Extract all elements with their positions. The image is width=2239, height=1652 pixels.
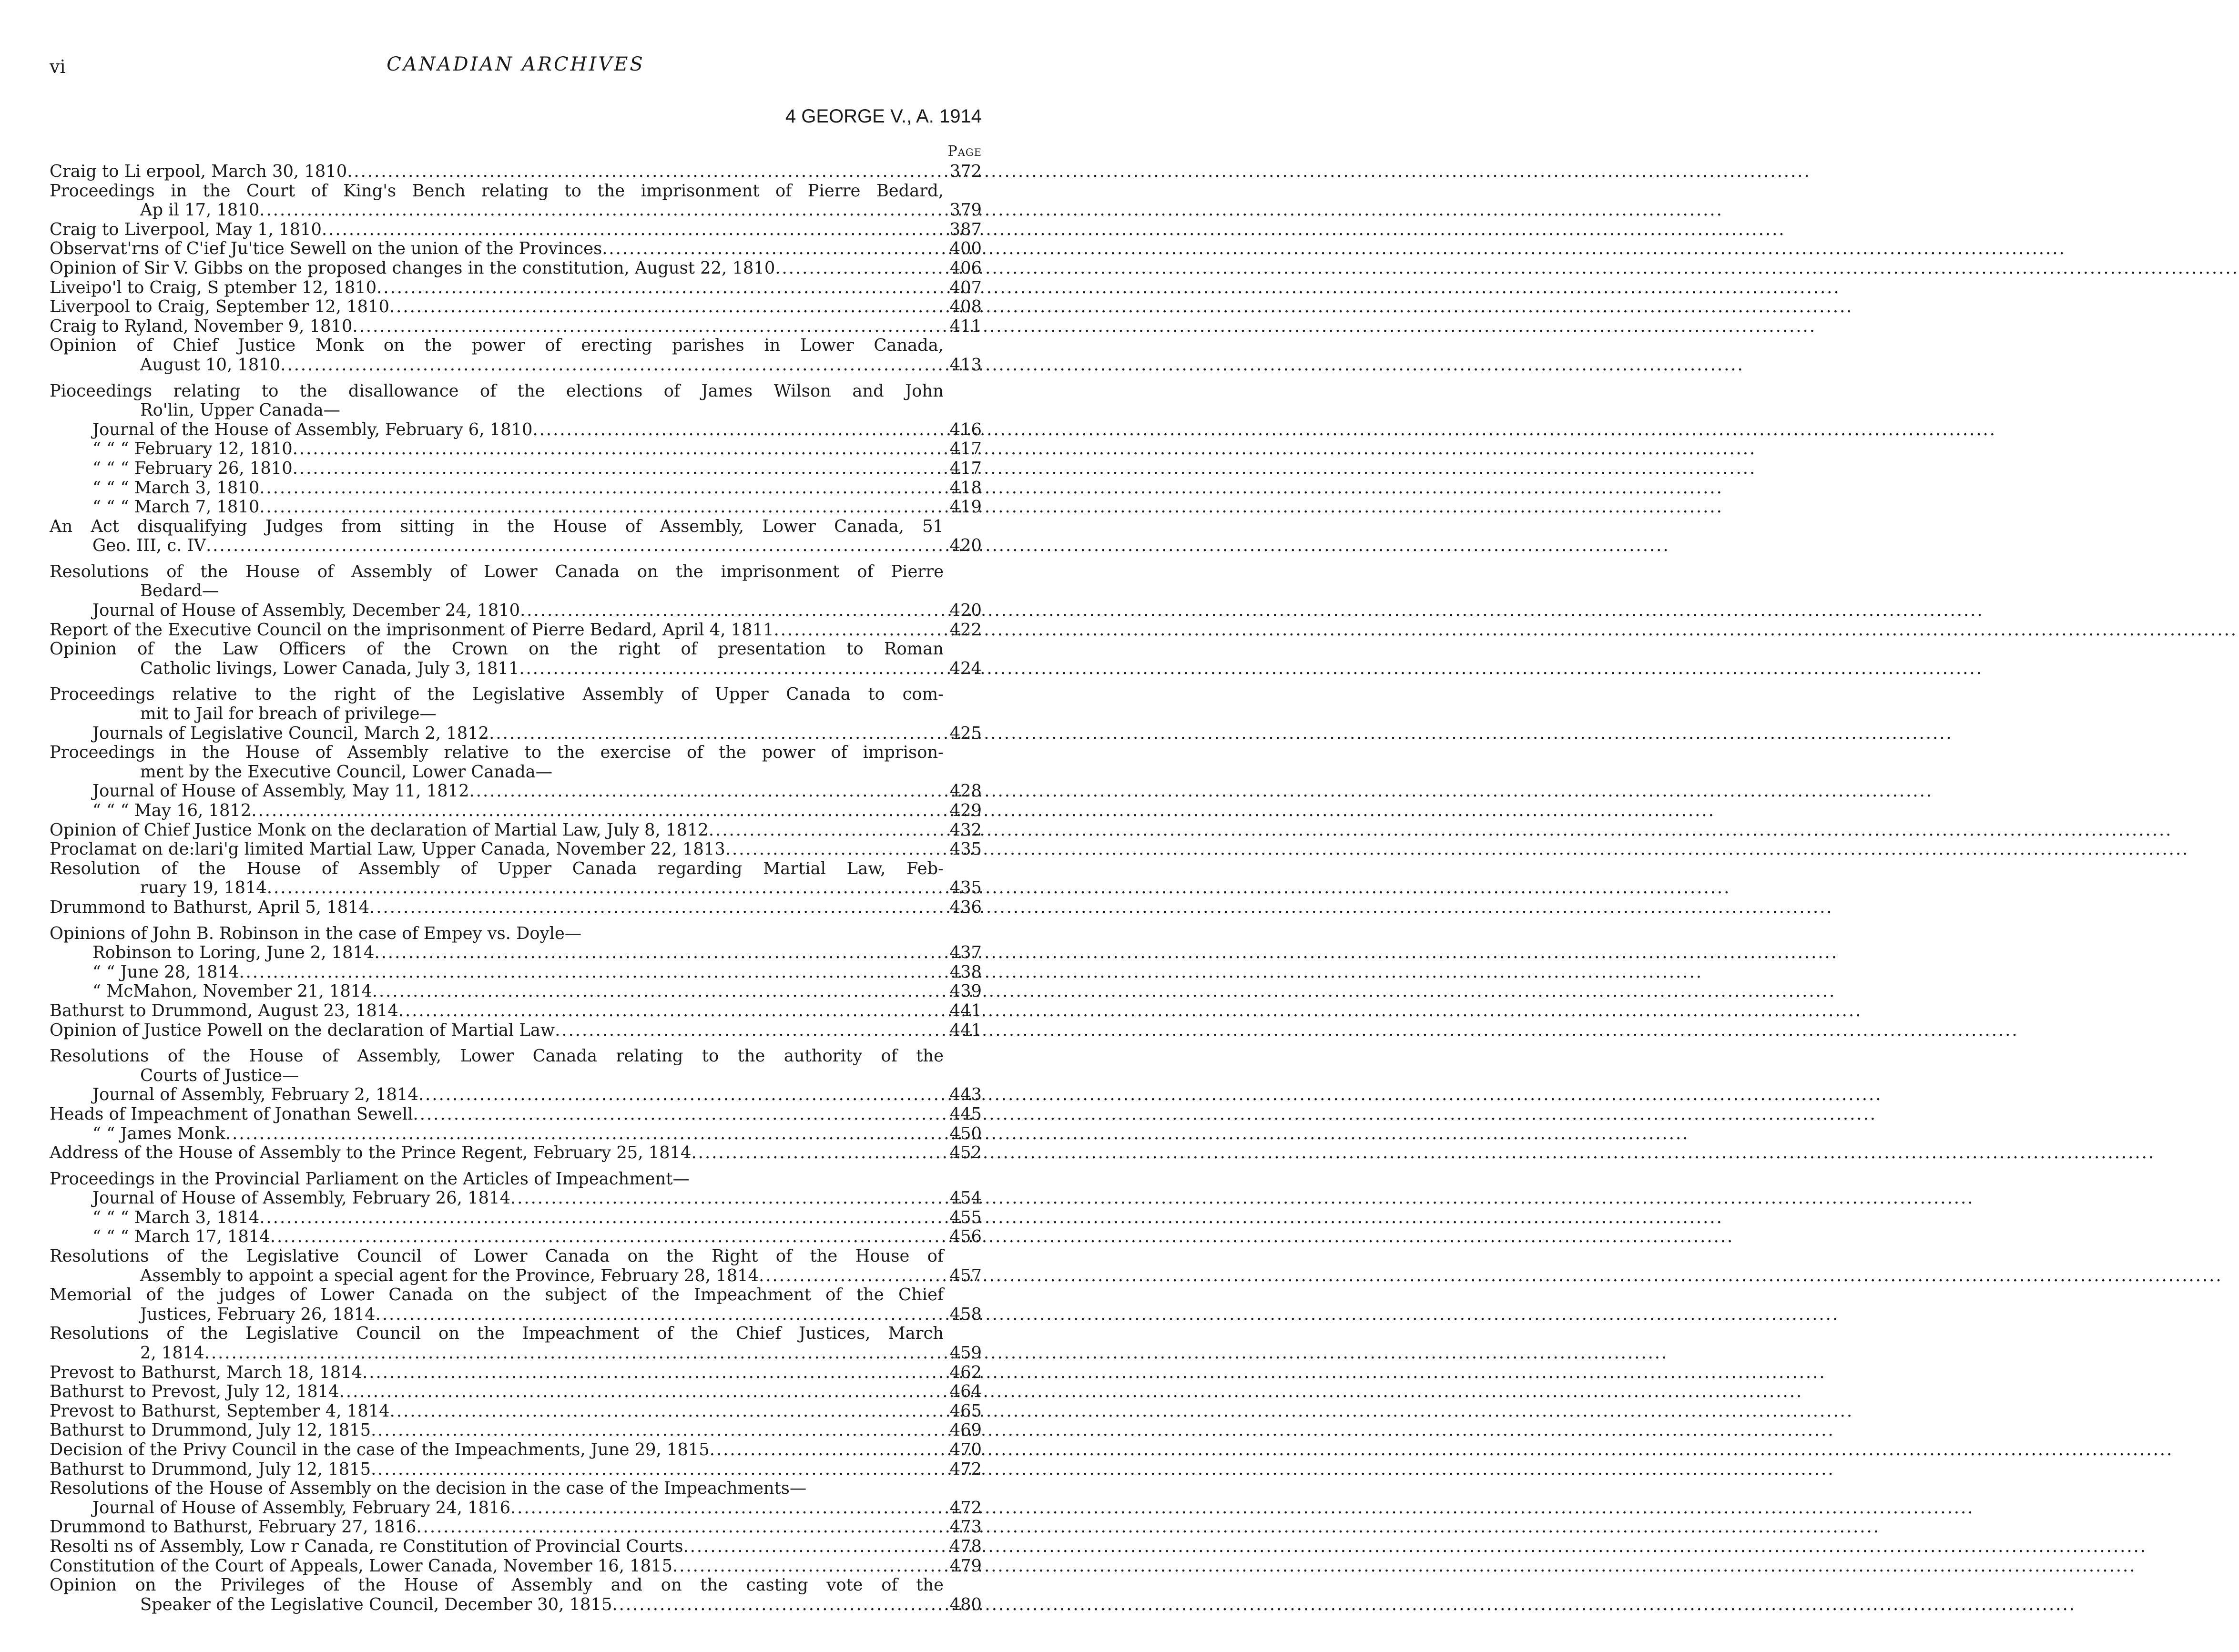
toc-entry — [50, 821, 982, 840]
toc-entry — [50, 1124, 982, 1144]
toc-line — [50, 963, 982, 982]
toc-line — [50, 1557, 982, 1576]
toc-entry-title: “ “ “ May 16, 1812 — [92, 801, 252, 820]
toc-line — [50, 259, 982, 278]
leader-dots — [371, 1421, 944, 1440]
toc-entry — [50, 382, 982, 517]
leader-dots — [259, 1208, 944, 1228]
toc-page-number: 473 — [949, 1517, 982, 1537]
toc-entry — [50, 278, 982, 298]
leader-dots — [270, 1227, 944, 1247]
toc-line — [50, 401, 982, 420]
toc-line — [50, 182, 982, 201]
toc-entry-title: mit to Jail for breach of privilege— — [140, 704, 437, 724]
toc-entry — [50, 1537, 982, 1557]
leader-dots — [469, 782, 944, 801]
toc-page-number: 443 — [949, 1085, 982, 1105]
toc-entry-title: “ “ James Monk — [92, 1123, 225, 1143]
toc-entry-title: Courts of Justice— — [140, 1065, 299, 1085]
toc-entry — [50, 1460, 982, 1479]
toc-entry-title: Pioceedings relating to the disallowance of the elections of James Wilson and John — [50, 381, 944, 401]
leader-dots — [709, 821, 944, 840]
toc-page-number: 435 — [949, 878, 982, 898]
session-label: 4 GEORGE V., A. 1914 — [785, 106, 982, 127]
toc-line — [50, 704, 982, 724]
toc-line — [50, 1047, 982, 1066]
toc-entry-title: Heads of Impeachment of Jonathan Sewell — [50, 1104, 413, 1124]
toc-entry — [50, 297, 982, 317]
leader-dots — [725, 840, 944, 859]
toc-line — [50, 420, 982, 440]
leader-dots — [510, 1499, 944, 1518]
toc-line — [50, 621, 982, 640]
toc-entry-title: Craig to Ryland, November 9, 1810 — [50, 316, 353, 336]
toc-line — [50, 1266, 982, 1286]
toc-entry — [50, 1479, 982, 1518]
toc-entry-title: Catholic livings, Lower Canada, July 3, 1811 — [140, 658, 519, 678]
toc-page-number: 441 — [949, 1020, 982, 1040]
toc-line — [50, 1001, 982, 1021]
toc-entry-title: “ “ “ March 3, 1814 — [92, 1207, 260, 1227]
toc-entry-title: Observat'rns of C'ief Ju'tice Sewell on the union of the Provinces — [50, 239, 602, 259]
leader-dots — [371, 1460, 944, 1479]
leader-dots — [532, 420, 944, 440]
toc-entry — [50, 220, 982, 240]
toc-entry-title: Journal of House of Assembly, February 24, 1816 — [92, 1498, 510, 1518]
leader-dots — [555, 1021, 944, 1040]
toc-entry-title: Journal of House of Assembly, February 26, 1814 — [92, 1188, 510, 1208]
toc-page-number: 435 — [949, 839, 982, 859]
toc-entry — [50, 1170, 982, 1247]
toc-line — [50, 898, 982, 918]
toc-entry — [50, 562, 982, 621]
toc-line — [50, 1124, 982, 1144]
leader-dots — [251, 801, 944, 821]
leader-dots — [259, 498, 944, 517]
toc-entry — [50, 517, 982, 556]
toc-entry-title: Prevost to Bathurst, September 4, 1814 — [50, 1401, 390, 1421]
toc-entry — [50, 840, 982, 859]
toc-page-number: 454 — [949, 1188, 982, 1208]
toc-line — [50, 640, 982, 659]
toc-page-number: 464 — [949, 1382, 982, 1402]
leader-dots — [759, 1266, 944, 1286]
toc-entry-title: Decision of the Privy Council in the case of the Impeachments, June 29, 1815 — [50, 1440, 710, 1459]
toc-page-number: 408 — [949, 297, 982, 317]
leader-dots — [418, 1085, 944, 1105]
toc-line — [50, 1344, 982, 1363]
toc-line — [50, 517, 982, 537]
toc-line — [50, 821, 982, 840]
toc-line — [50, 382, 982, 401]
toc-entry-title: Proceedings in the Court of King's Bench relating to the imprisonment of Pierre Bedard, — [50, 181, 944, 201]
toc-line — [50, 878, 982, 898]
toc-entry-title: ment by the Executive Council, Lower Canada— — [140, 762, 553, 782]
toc-entry — [50, 317, 982, 337]
toc-entry-title: Craig to Liverpool, May 1, 1810 — [50, 219, 322, 239]
toc-page-number: 479 — [949, 1556, 982, 1576]
toc-entry — [50, 1247, 982, 1285]
toc-entry-title: Resolutions of the House of Assembly of Lower Canada on the imprisonment of Pierre — [50, 561, 944, 581]
toc-entry — [50, 898, 982, 918]
toc-page-number: 452 — [949, 1143, 982, 1163]
toc-page-number: 411 — [949, 316, 982, 336]
leader-dots — [259, 201, 944, 220]
toc-line — [50, 356, 982, 375]
toc-page-number: 441 — [949, 1000, 982, 1020]
toc-entry — [50, 1557, 982, 1576]
toc-entry — [50, 1363, 982, 1383]
toc-entry-title: Journal of the House of Assembly, February 6, 1810 — [92, 419, 533, 439]
leader-dots — [519, 659, 944, 679]
toc-line — [50, 1105, 982, 1124]
toc-entry-title: Opinions of John B. Robinson in the case of Empey vs. Doyle— — [50, 923, 582, 943]
toc-page-number: 462 — [949, 1362, 982, 1382]
toc-line — [50, 782, 982, 801]
toc-entry-title: Bathurst to Prevost, July 12, 1814 — [50, 1382, 339, 1402]
leader-dots — [259, 479, 944, 498]
toc-line — [50, 801, 982, 821]
leader-dots — [322, 220, 944, 240]
toc-page-number: 470 — [949, 1440, 982, 1459]
toc-entry-title: Resolutions of the House of Assembly, Lower Canada relating to the authority of the — [50, 1046, 944, 1066]
toc-entry-title: Bedard— — [140, 581, 219, 601]
toc-entry — [50, 162, 982, 182]
leader-dots — [390, 1402, 944, 1421]
leader-dots — [372, 982, 944, 1001]
leader-dots — [416, 1518, 944, 1537]
page-column-label: Page — [947, 143, 982, 160]
toc-line — [50, 924, 982, 944]
toc-entry — [50, 1143, 982, 1163]
toc-entry — [50, 1382, 982, 1402]
toc-page-number: 480 — [949, 1594, 982, 1614]
toc-entry-title: ruary 19, 1814 — [140, 878, 267, 898]
toc-entry-title: Prevost to Bathurst, March 18, 1814 — [50, 1362, 363, 1382]
document-page — [50, 0, 982, 1652]
toc-entry-title: Speaker of the Legislative Council, December 30, 1815 — [140, 1594, 612, 1614]
toc-line — [50, 1576, 982, 1595]
leader-dots — [683, 1537, 944, 1557]
toc-page-number: 458 — [949, 1304, 982, 1324]
toc-line — [50, 439, 982, 459]
toc-page-number: 457 — [949, 1265, 982, 1285]
toc-line — [50, 1421, 982, 1440]
toc-entry — [50, 685, 982, 743]
toc-line — [50, 1189, 982, 1208]
toc-line — [50, 982, 982, 1001]
toc-line — [50, 536, 982, 556]
toc-page-number: 379 — [949, 200, 982, 220]
toc-entry-title: Journal of Assembly, February 2, 1814 — [92, 1085, 418, 1105]
leader-dots — [672, 1557, 944, 1576]
toc-line — [50, 1324, 982, 1344]
leader-dots — [710, 1440, 944, 1460]
toc-line — [50, 1518, 982, 1537]
toc-entry — [50, 1285, 982, 1324]
toc-entry-title: Bathurst to Drummond, July 12, 1815 — [50, 1420, 371, 1440]
toc-page-number: 478 — [949, 1536, 982, 1556]
toc-entry — [50, 239, 982, 259]
toc-entry-title: Journals of Legislative Council, March 2, 1812 — [92, 723, 489, 743]
toc-entry — [50, 259, 982, 278]
toc-entry-title: Resolutions of the Legislative Council of Lower Canada on the Right of the House of — [50, 1246, 944, 1266]
toc-page-number: 420 — [949, 601, 982, 621]
toc-line — [50, 317, 982, 337]
toc-line — [50, 479, 982, 498]
toc-page-number: 428 — [949, 781, 982, 801]
toc-entry — [50, 1421, 982, 1440]
leader-dots — [369, 898, 944, 918]
toc-entry-title: Proceedings in the House of Assembly relative to the exercise of the power of imprison- — [50, 743, 944, 763]
toc-page-number: 469 — [949, 1420, 982, 1440]
toc-line — [50, 498, 982, 517]
leader-dots — [204, 1344, 944, 1363]
leader-dots — [267, 878, 944, 898]
toc-entry — [50, 182, 982, 220]
toc-entry-title: “ “ “ March 17, 1814 — [92, 1227, 270, 1247]
toc-entry — [50, 1001, 982, 1021]
toc-entry-title: An Act disqualifying Judges from sitting in the House of Assembly, Lower Canada, 51 — [50, 516, 944, 536]
toc-entry-title: Resolution of the House of Assembly of Upper Canada regarding Martial Law, Feb- — [50, 858, 944, 878]
toc-entry-title: Journal of House of Assembly, December 24, 1810 — [92, 601, 520, 621]
toc-entry-title: Bathurst to Drummond, August 23, 1814 — [50, 1000, 398, 1020]
toc-line — [50, 763, 982, 782]
toc-line — [50, 1382, 982, 1402]
toc-entry — [50, 1047, 982, 1105]
toc-entry-title: Resolutions of the Legislative Council on the Impeachment of the Chief Justices, March — [50, 1324, 944, 1344]
toc-entry-title: “ “ “ February 26, 1810 — [92, 458, 293, 478]
toc-entry — [50, 1576, 982, 1614]
toc-entry-title: “ “ “ March 3, 1810 — [92, 478, 260, 498]
toc-entry-title: Ro'lin, Upper Canada— — [140, 400, 340, 420]
toc-line — [50, 1143, 982, 1163]
running-title: CANADIAN ARCHIVES — [387, 53, 645, 75]
toc-entry-title: Proceedings relative to the right of the Legislative Assembly of Upper Canada to com- — [50, 684, 944, 704]
toc-line — [50, 840, 982, 859]
toc-entry-title: Craig to Li erpool, March 30, 1810 — [50, 162, 347, 181]
toc-entry-title: Assembly to appoint a special agent for the Province, February 28, 1814 — [140, 1265, 759, 1285]
toc-entry-title: “ “ “ March 7, 1810 — [92, 497, 260, 517]
page-number: vi — [50, 56, 66, 77]
leader-dots — [510, 1189, 944, 1208]
toc-page-number: 413 — [949, 355, 982, 375]
toc-entry — [50, 859, 982, 898]
toc-entry-title: Opinion of Justice Powell on the declaration of Martial Law — [50, 1020, 555, 1040]
leader-dots — [692, 1143, 944, 1163]
toc-line — [50, 162, 982, 182]
toc-page-number: 436 — [949, 897, 982, 917]
leader-dots — [489, 724, 944, 744]
toc-page-number: 472 — [949, 1498, 982, 1518]
toc-line — [50, 1595, 982, 1615]
toc-entry-title: “ McMahon, November 21, 1814 — [92, 981, 372, 1001]
toc-entry-title: “ “ June 28, 1814 — [92, 962, 239, 982]
leader-dots — [339, 1382, 944, 1402]
leader-dots — [280, 356, 944, 375]
leader-dots — [774, 621, 944, 640]
toc-line — [50, 336, 982, 356]
leader-dots — [389, 297, 944, 317]
leader-dots — [775, 259, 944, 278]
toc-entry-title: “ “ “ February 12, 1810 — [92, 439, 293, 459]
toc-entry-title: Robinson to Loring, June 2, 1814 — [92, 943, 375, 963]
toc-entry-title: Opinion of Chief Justice Monk on the declaration of Martial Law, July 8, 1812 — [50, 820, 709, 840]
toc-page-number: 418 — [949, 478, 982, 498]
toc-page-number: 406 — [949, 258, 982, 278]
toc-page-number: 450 — [949, 1123, 982, 1143]
toc-line — [50, 1247, 982, 1266]
table-of-contents — [50, 162, 982, 1614]
toc-entry — [50, 1518, 982, 1537]
toc-entry — [50, 1021, 982, 1040]
toc-line — [50, 659, 982, 679]
toc-entry-title: Resolti ns of Assembly, Low r Canada, re Constitution of Provincial Courts — [50, 1536, 683, 1556]
toc-line — [50, 1021, 982, 1040]
leader-dots — [376, 1305, 944, 1325]
toc-line — [50, 1440, 982, 1460]
toc-entry-title: Geo. III, c. IV — [92, 536, 206, 556]
toc-entry — [50, 1324, 982, 1363]
toc-line — [50, 1227, 982, 1247]
toc-page-number: 429 — [949, 801, 982, 820]
toc-line — [50, 1537, 982, 1557]
toc-page-number: 422 — [949, 620, 982, 640]
toc-entry-title: Liverpool to Craig, September 12, 1810 — [50, 297, 389, 317]
toc-page-number: 416 — [949, 419, 982, 439]
toc-page-number: 425 — [949, 723, 982, 743]
toc-entry-title: Bathurst to Drummond, July 12, 1815 — [50, 1459, 371, 1479]
leader-dots — [362, 1363, 944, 1383]
toc-entry-title: Resolutions of the House of Assembly on the decision in the case of the Impeachments— — [50, 1479, 807, 1499]
leader-dots — [206, 536, 944, 556]
toc-entry-title: Opinion of the Law Officers of the Crown on the right of presentation to Roman — [50, 639, 944, 659]
toc-entry-title: Drummond to Bathurst, February 27, 1816 — [50, 1517, 417, 1537]
toc-line — [50, 562, 982, 582]
toc-page-number: 424 — [949, 658, 982, 678]
toc-page-number: 420 — [949, 536, 982, 556]
toc-entry-title: Address of the House of Assembly to the Prince Regent, February 25, 1814 — [50, 1143, 692, 1163]
toc-entry — [50, 1402, 982, 1421]
toc-line — [50, 278, 982, 298]
toc-line — [50, 1208, 982, 1228]
leader-dots — [612, 1595, 944, 1615]
toc-page-number: 417 — [949, 458, 982, 478]
toc-entry-title: Opinion on the Privileges of the House of Assembly and on the casting vote of the — [50, 1575, 944, 1595]
toc-line — [50, 220, 982, 240]
toc-line — [50, 943, 982, 963]
toc-line — [50, 239, 982, 259]
leader-dots — [520, 601, 944, 621]
toc-entry-title: Constitution of the Court of Appeals, Lower Canada, November 16, 1815 — [50, 1556, 672, 1576]
leader-dots — [293, 459, 944, 479]
toc-entry-title: Opinion of Sir V. Gibbs on the proposed changes in the constitution, August 22, 1810 — [50, 258, 775, 278]
toc-line — [50, 685, 982, 704]
toc-entry-title: Journal of House of Assembly, May 11, 1812 — [92, 781, 469, 801]
toc-entry-title: Drummond to Bathurst, April 5, 1814 — [50, 897, 370, 917]
leader-dots — [374, 943, 944, 963]
toc-entry-title: Ap il 17, 1810 — [140, 200, 260, 220]
toc-entry-title: Justices, February 26, 1814 — [140, 1304, 376, 1324]
toc-page-number: 465 — [949, 1401, 982, 1421]
toc-page-number: 459 — [949, 1343, 982, 1363]
toc-page-number: 419 — [949, 497, 982, 517]
toc-line — [50, 859, 982, 879]
toc-page-number: 437 — [949, 943, 982, 963]
toc-entry — [50, 743, 982, 820]
toc-line — [50, 1402, 982, 1421]
toc-line — [50, 581, 982, 601]
toc-page-number: 439 — [949, 981, 982, 1001]
toc-page-number: 372 — [949, 162, 982, 181]
toc-line — [50, 724, 982, 744]
toc-entry-title: Opinion of Chief Justice Monk on the power of erecting parishes in Lower Canada, — [50, 336, 944, 356]
leader-dots — [398, 1001, 944, 1021]
toc-line — [50, 1499, 982, 1518]
toc-line — [50, 1305, 982, 1325]
toc-line — [50, 297, 982, 317]
toc-entry-title: Liveipo'l to Craig, S ptember 12, 1810 — [50, 277, 377, 297]
leader-dots — [293, 439, 944, 459]
leader-dots — [347, 162, 944, 182]
toc-entry — [50, 640, 982, 678]
toc-page-number: 438 — [949, 962, 982, 982]
toc-line — [50, 1170, 982, 1189]
leader-dots — [377, 278, 944, 298]
toc-entry-title: Report of the Executive Council on the imprisonment of Pierre Bedard, April 4, 1811 — [50, 620, 774, 640]
toc-entry — [50, 621, 982, 640]
toc-line — [50, 1285, 982, 1305]
toc-page-number: 407 — [949, 277, 982, 297]
toc-line — [50, 1085, 982, 1105]
toc-page-number: 432 — [949, 820, 982, 840]
toc-entry — [50, 924, 982, 1001]
toc-entry-title: Proceedings in the Provincial Parliament on the Articles of Impeachment— — [50, 1169, 690, 1189]
toc-page-number: 445 — [949, 1104, 982, 1124]
toc-entry-title: Memorial of the judges of Lower Canada on the subject of the Impeachment of the Chief — [50, 1285, 944, 1305]
toc-line — [50, 1066, 982, 1086]
toc-line — [50, 601, 982, 621]
toc-page-number: 417 — [949, 439, 982, 459]
leader-dots — [239, 963, 944, 982]
toc-line — [50, 1460, 982, 1479]
toc-entry-title: Proclamat on de:lari'g limited Martial Law, Upper Canada, November 22, 1813 — [50, 839, 725, 859]
toc-page-number: 455 — [949, 1207, 982, 1227]
toc-page-number: 387 — [949, 219, 982, 239]
toc-line — [50, 743, 982, 763]
toc-entry — [50, 336, 982, 375]
toc-page-number: 400 — [949, 239, 982, 259]
toc-line — [50, 201, 982, 220]
toc-entry-title: August 10, 1810 — [140, 355, 281, 375]
toc-page-number: 456 — [949, 1227, 982, 1247]
toc-page-number: 472 — [949, 1459, 982, 1479]
toc-line — [50, 459, 982, 479]
leader-dots — [602, 239, 944, 259]
leader-dots — [352, 317, 944, 337]
toc-line — [50, 1363, 982, 1383]
leader-dots — [413, 1105, 944, 1124]
toc-entry — [50, 1440, 982, 1460]
toc-line — [50, 1479, 982, 1499]
toc-entry-title: 2, 1814 — [140, 1343, 204, 1363]
leader-dots — [225, 1124, 944, 1144]
toc-entry — [50, 1105, 982, 1124]
